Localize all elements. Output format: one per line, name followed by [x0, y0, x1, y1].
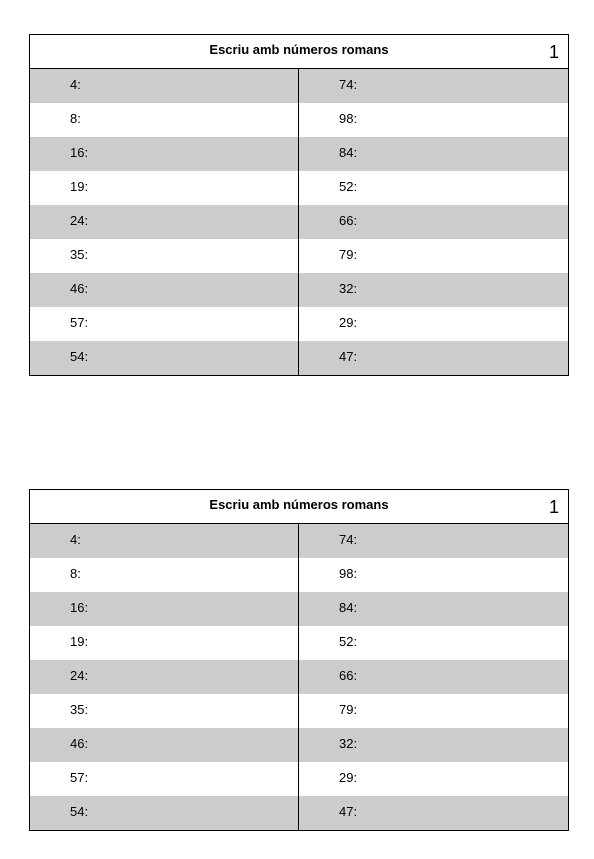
table-row: [30, 103, 568, 137]
right-prompt: 84:: [339, 600, 358, 615]
right-cell[interactable]: [299, 796, 568, 830]
left-prompt: 57:: [70, 315, 89, 330]
left-prompt: 35:: [70, 247, 89, 262]
table-row: [30, 694, 568, 728]
right-prompt: 47:: [339, 804, 358, 819]
table-row: [30, 558, 568, 592]
left-cell[interactable]: [30, 307, 299, 341]
right-cell[interactable]: [299, 205, 568, 239]
left-prompt: 4:: [70, 77, 81, 92]
left-prompt: 57:: [70, 770, 89, 785]
left-prompt: 24:: [70, 668, 89, 683]
table-row: [30, 205, 568, 239]
right-cell[interactable]: [299, 558, 568, 592]
right-cell[interactable]: [299, 728, 568, 762]
left-cell[interactable]: [30, 239, 299, 273]
worksheet-2: [29, 489, 569, 831]
right-cell[interactable]: [299, 307, 568, 341]
left-cell[interactable]: [30, 660, 299, 694]
right-prompt: 29:: [339, 770, 358, 785]
right-cell[interactable]: [299, 69, 568, 103]
right-cell[interactable]: [299, 137, 568, 171]
worksheet-title: Escriu amb números romans: [209, 497, 389, 512]
left-prompt: 4:: [70, 532, 81, 547]
right-cell[interactable]: [299, 171, 568, 205]
table-row: [30, 762, 568, 796]
worksheet-bottom-border: [30, 375, 568, 376]
table-row: [30, 592, 568, 626]
worksheet-1: [29, 34, 569, 376]
right-prompt: 32:: [339, 281, 358, 296]
right-cell[interactable]: [299, 660, 568, 694]
right-prompt: 32:: [339, 736, 358, 751]
worksheet-bottom-border: [30, 830, 568, 831]
right-prompt: 52:: [339, 634, 358, 649]
right-cell[interactable]: [299, 103, 568, 137]
right-prompt: 98:: [339, 111, 358, 126]
right-prompt: 66:: [339, 668, 358, 683]
left-cell[interactable]: [30, 69, 299, 103]
right-cell[interactable]: [299, 626, 568, 660]
left-cell[interactable]: [30, 762, 299, 796]
worksheet-header: [30, 35, 568, 69]
table-row: [30, 728, 568, 762]
right-cell[interactable]: [299, 273, 568, 307]
worksheet-number: 1: [548, 497, 559, 517]
left-prompt: 8:: [70, 111, 81, 126]
table-row: [30, 307, 568, 341]
right-prompt: 74:: [339, 532, 358, 547]
left-cell[interactable]: [30, 626, 299, 660]
table-row: [30, 273, 568, 307]
left-cell[interactable]: [30, 171, 299, 205]
table-row: [30, 660, 568, 694]
table-row: [30, 69, 568, 103]
left-cell[interactable]: [30, 137, 299, 171]
left-cell[interactable]: [30, 728, 299, 762]
table-row: [30, 796, 568, 830]
left-cell[interactable]: [30, 694, 299, 728]
right-cell[interactable]: [299, 341, 568, 375]
right-prompt: 52:: [339, 179, 358, 194]
left-prompt: 19:: [70, 634, 89, 649]
left-cell[interactable]: [30, 341, 299, 375]
worksheet-number: 1: [548, 42, 559, 62]
right-prompt: 47:: [339, 349, 358, 364]
right-cell[interactable]: [299, 762, 568, 796]
table-row: [30, 524, 568, 558]
left-prompt: 35:: [70, 702, 89, 717]
right-prompt: 98:: [339, 566, 358, 581]
left-cell[interactable]: [30, 205, 299, 239]
left-cell[interactable]: [30, 796, 299, 830]
left-cell[interactable]: [30, 103, 299, 137]
right-cell[interactable]: [299, 592, 568, 626]
left-cell[interactable]: [30, 524, 299, 558]
left-prompt: 46:: [70, 736, 89, 751]
table-row: [30, 171, 568, 205]
left-prompt: 16:: [70, 600, 89, 615]
right-prompt: 79:: [339, 247, 358, 262]
table-row: [30, 626, 568, 660]
right-prompt: 79:: [339, 702, 358, 717]
left-prompt: 24:: [70, 213, 89, 228]
right-prompt: 29:: [339, 315, 358, 330]
right-prompt: 74:: [339, 77, 358, 92]
worksheet-header: [30, 490, 568, 524]
left-cell[interactable]: [30, 558, 299, 592]
left-prompt: 54:: [70, 349, 89, 364]
right-cell[interactable]: [299, 239, 568, 273]
right-prompt: 84:: [339, 145, 358, 160]
left-prompt: 54:: [70, 804, 89, 819]
right-prompt: 66:: [339, 213, 358, 228]
table-row: [30, 239, 568, 273]
left-cell[interactable]: [30, 273, 299, 307]
left-prompt: 16:: [70, 145, 89, 160]
left-prompt: 8:: [70, 566, 81, 581]
right-cell[interactable]: [299, 694, 568, 728]
table-row: [30, 341, 568, 375]
worksheet-title: Escriu amb números romans: [209, 42, 389, 57]
left-cell[interactable]: [30, 592, 299, 626]
table-row: [30, 137, 568, 171]
left-prompt: 19:: [70, 179, 89, 194]
left-prompt: 46:: [70, 281, 89, 296]
right-cell[interactable]: [299, 524, 568, 558]
